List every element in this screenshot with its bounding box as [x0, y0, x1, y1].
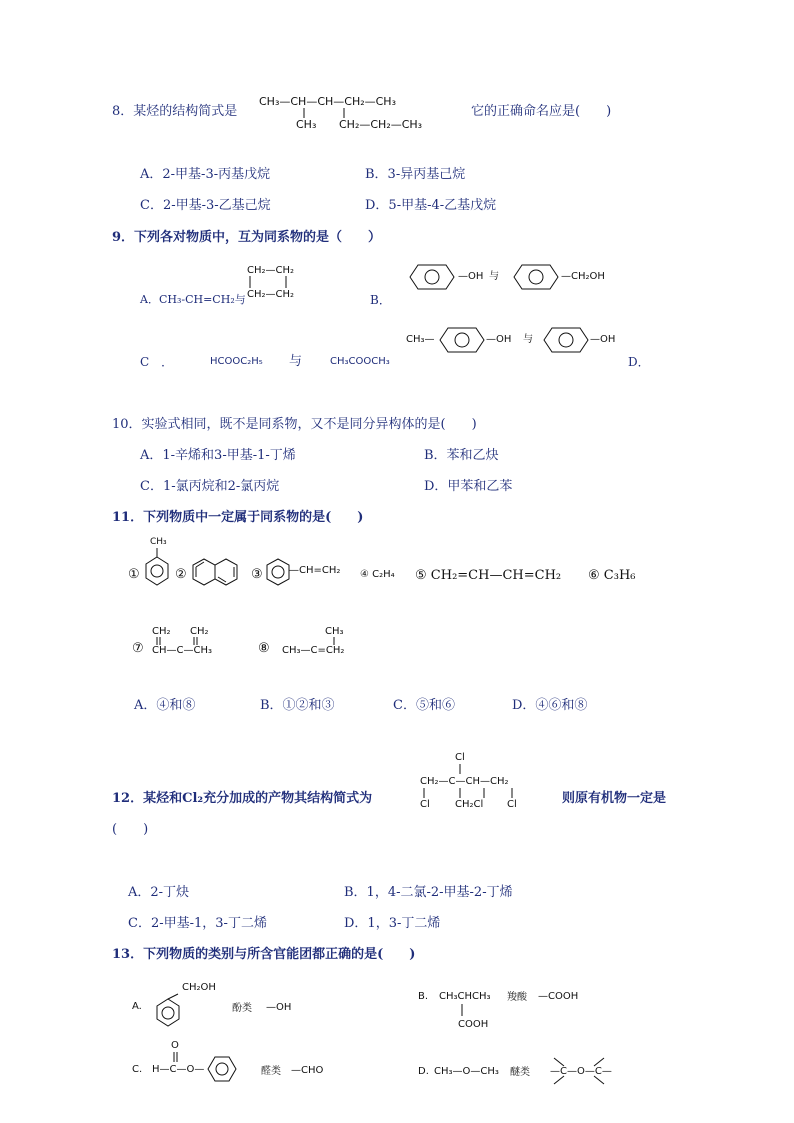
q9-ring-top: CH₂—CH₂ [247, 265, 295, 276]
q13-a-ch2oh: CH₂OH [182, 982, 216, 993]
q8-formula-main: CH₃—CH—CH—CH₂—CH₃ [259, 95, 396, 108]
q8-option-d: D．5-甲基-4-乙基戊烷 [365, 198, 497, 213]
q9-b-mid: 与 [489, 271, 499, 282]
q9-c-left: HCOOC₂H₅ [210, 356, 263, 367]
q9-stem: 9．下列各对物质中，互为同系物的是（ ） [112, 230, 382, 245]
q11-s7-main: CH—C—CH₃ [152, 645, 212, 656]
q13-d-formula: CH₃—O—CH₃ [434, 1066, 499, 1077]
q13-a-class: 酚类 [232, 1003, 252, 1014]
benzene-ring-icon [402, 264, 462, 290]
q11-n8: ⑧ [258, 641, 270, 656]
q9-c-label: C ． [140, 355, 174, 369]
q8-stem: 8．某烃的结构简式是 [112, 104, 238, 119]
q13-b-label: B. [418, 991, 429, 1002]
q13-a-label: A. [132, 1001, 142, 1012]
q11-n1: ① [128, 567, 140, 582]
q13-b-cooh: COOH [458, 1019, 489, 1030]
q12-f-main: CH₂—C—CH—CH₂ [420, 776, 509, 787]
q10-option-b: B．苯和乙炔 [424, 448, 499, 463]
benzene-ring-icon [202, 1055, 242, 1085]
q11-stem: 11．下列物质中一定属于同系物的是( ) [112, 510, 364, 525]
q12-option-b: B．1，4-二氯-2-甲基-2-丁烯 [344, 885, 513, 900]
q9-d-oh1: —OH [486, 334, 512, 345]
q10-option-d: D．甲苯和乙苯 [424, 479, 513, 494]
q9-b-right: —CH₂OH [561, 271, 605, 282]
q12-f-bottom-mid: CH₂Cl [455, 799, 484, 810]
q13-c-o: O [171, 1040, 179, 1051]
q13-d-class: 醚类 [510, 1067, 530, 1078]
q8-formula-left: CH₃ [296, 118, 317, 131]
q11-option-d: D．④⑥和⑧ [512, 698, 588, 713]
naphthalene-icon [192, 558, 240, 590]
q12-option-a: A．2-丁炔 [128, 885, 190, 900]
q12-paren: ( ) [112, 822, 149, 837]
q13-c-bond [172, 1051, 182, 1063]
q8-option-c: C．2-甲基-3-乙基己烷 [140, 198, 271, 213]
q13-stem: 13．下列物质的类别与所含官能团都正确的是( ) [112, 947, 416, 962]
benzyl-alcohol-icon [150, 990, 190, 1028]
q12-f-top: Cl [455, 752, 465, 763]
q9-b-left: —OH [458, 271, 484, 282]
q13-c-group: —CHO [291, 1065, 324, 1076]
q13-c-h: H—C—O— [152, 1064, 205, 1075]
q11-option-a: A．④和⑧ [134, 698, 196, 713]
q11-s8-main: CH₃—C=CH₂ [282, 645, 345, 656]
q11-toluene-ch3: CH₃ [150, 537, 167, 547]
q10-stem: 10．实验式相同，既不是同系物，又不是同分异构体的是( ) [112, 417, 477, 432]
q10-option-a: A．1-辛烯和3-甲基-1-丁烯 [140, 448, 296, 463]
q12-stem: 12．某烃和Cl₂充分加成的产物其结构简式为 [112, 791, 373, 806]
q11-n2: ② [175, 567, 187, 582]
q13-d-label: D. [418, 1066, 429, 1077]
q8-option-b: B．3-异丙基己烷 [365, 167, 466, 182]
q9-ring-bottom: CH₂—CH₂ [247, 289, 295, 300]
q13-b-class: 羧酸 [507, 992, 527, 1003]
q11-n7: ⑦ [132, 641, 144, 656]
q11-s7-top-left: CH₂ [152, 626, 171, 637]
q11-option-c: C．⑤和⑥ [393, 698, 455, 713]
q11-vinyl: —CH=CH₂ [289, 565, 341, 576]
q13-b-formula: CH₃CHCH₃ [439, 991, 491, 1002]
q9-d-label: D． [628, 355, 650, 369]
q12-option-c: C．2-甲基-1，3-丁二烯 [128, 916, 267, 931]
q9-b-label: B． [370, 293, 391, 307]
q12-f-bottom-left: Cl [420, 799, 430, 810]
q12-tail: 则原有机物一定是 [562, 791, 667, 806]
q11-s8-top: CH₃ [325, 626, 344, 637]
q9-c-mid: 与 [289, 354, 303, 369]
q9-d-oh2: —OH [590, 334, 616, 345]
q8-formula-right: CH₂—CH₂—CH₃ [339, 118, 423, 131]
q9-c-right: CH₃COOCH₃ [330, 356, 390, 367]
benzene-ring-icon [506, 264, 566, 290]
ether-bonds-icon [550, 1056, 614, 1088]
q8-tail: 它的正确命名应是( ) [471, 104, 612, 119]
toluene-icon [145, 548, 175, 590]
q11-n6: ⑥ C₃H₆ [588, 568, 636, 583]
q12-f-bottom-right: Cl [507, 799, 517, 810]
q13-c-class: 醛类 [261, 1066, 281, 1077]
q8-option-a: A．2-甲基-3-丙基戊烷 [140, 167, 271, 182]
q11-n5: ⑤ CH₂=CH—CH=CH₂ [415, 568, 562, 583]
q12-option-d: D．1，3-丁二烯 [344, 916, 441, 931]
benzene-ring-icon [536, 327, 596, 353]
q11-s7-top-right: CH₂ [190, 626, 209, 637]
q11-n3: ③ [251, 567, 263, 582]
q9-a-label: A．CH₃-CH=CH₂与 [140, 293, 246, 306]
q13-b-bond [458, 1003, 468, 1017]
q9-d-ch3: CH₃— [406, 334, 435, 345]
q10-option-c: C．1-氯丙烷和2-氯丙烷 [140, 479, 280, 494]
q9-d-mid: 与 [523, 334, 533, 345]
q11-option-b: B．①②和③ [260, 698, 335, 713]
q9-ring-bonds [247, 276, 297, 290]
q13-a-group: —OH [266, 1002, 292, 1013]
q13-d-group: —C—O—C— [550, 1066, 612, 1077]
benzene-ring-icon [432, 327, 492, 353]
q11-n4: ④ C₂H₄ [360, 569, 395, 580]
q13-b-group: —COOH [538, 991, 579, 1002]
q13-c-label: C. [132, 1064, 143, 1075]
